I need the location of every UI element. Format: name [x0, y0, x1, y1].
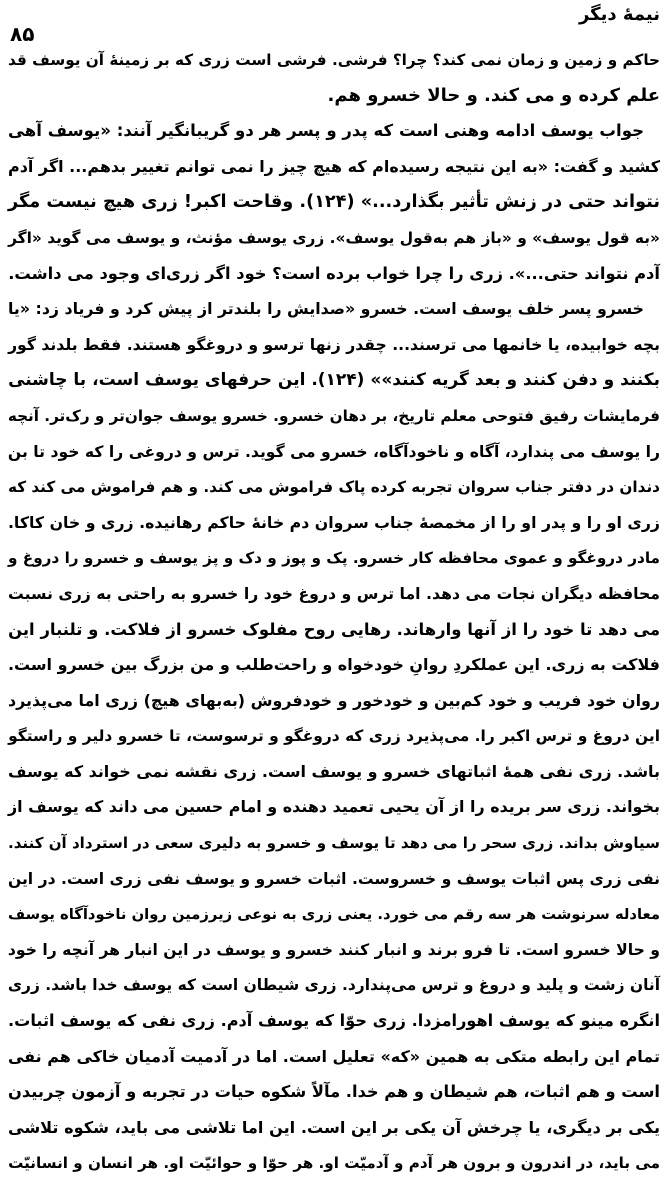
- text-line-content: «به قول یوسف» و «باز هم به‌قول یوسف». زری یوسف مؤنث، و یوسف می گوید «اگر: [8, 228, 660, 247]
- text-line-content: زری او را و پدر او را از مخمصهٔ جناب سروان دم خانهٔ حاکم رهانیده. زری و خان کاکا.: [7, 512, 660, 532]
- text-line-content: را یوسف می پندارد، آگاه و ناخودآگاه، خسرو می گوید. ترس و دروغی را که خود تا بن: [7, 442, 660, 461]
- text-line: [8, 469, 660, 505]
- text-line-content: است و هم اثبات، هم شیطان و هم خدا. مآلاً شکوه حیات در تجربه و آزمون چربیدن: [8, 1082, 660, 1102]
- text-line-content: باشد. زری نفی همهٔ اثباتهای خسرو و یوسف است. زری نقشه نمی خواند که یوسف: [8, 761, 660, 781]
- text-line: [8, 1110, 660, 1146]
- text-line-content: کشید و گفت: «به این نتیجه رسیده‌ام که هیچ چیز را نمی توانم تغییر بدهم... اگر آدم: [8, 156, 660, 176]
- text-line: [8, 647, 660, 683]
- text-line-content: روان خود فریب و خود کم‌بین و خودخور و خودفروش (به‌بهای هیچ) زری اما می‌پذیرد: [8, 690, 660, 710]
- text-line: [8, 1003, 660, 1039]
- text-line: [8, 291, 660, 327]
- text-line: [8, 932, 660, 968]
- text-line: [8, 1074, 660, 1110]
- text-line-content: علم کرده و می کند. و حالا خسرو هم.: [327, 84, 660, 106]
- text-line: [8, 754, 660, 790]
- text-line: [8, 505, 660, 541]
- text-line-content: جواب یوسف ادامه وهنی است که پدر و پسر هر دو گریبانگیر آنند: «یوسف آهی: [8, 121, 644, 141]
- text-line: [8, 1145, 660, 1181]
- text-line-content: آدم نتواند حتی...». زری را چرا خواب برده است؟ خود اگر زری‌ای وجود می داشت.: [8, 263, 660, 283]
- text-line-content: می باید، در اندرون و برون هر آدم و آدمیّت او. هر حوّا و حوائیّت او. هر انسان و انسانیّت: [8, 1154, 660, 1173]
- text-line: [8, 825, 660, 861]
- text-line-content: آنان زشت و پلید و دروغ و ترس می‌پندارد. زری شیطان است که یوسف خدا باشد. زری: [7, 976, 660, 995]
- text-line: [8, 398, 660, 434]
- text-line: [8, 184, 660, 220]
- text-line-content: نتواند حتی در زنش تأثیر بگذارد...» (۱۲۴). وقاحت اکبر! زری هیچ نیست مگر: [7, 192, 660, 213]
- text-line-content: بچه خوابیده، یا خانمها می ترسند... چقدر زنها ترسو و دروغگو هستند. فقط بلدند گور: [8, 334, 660, 354]
- text-line-content: دندان در دفتر جناب سروان تجربه کرده پاک فراموش می کند. و هم فراموش می کند که: [7, 478, 660, 497]
- text-line-content: تمام این رابطه متکی به همین «که» تعلیل است. اما در آدمیت آدمیان خاکی هم نفی: [8, 1046, 660, 1066]
- text-line: [8, 434, 660, 470]
- text-line-content: نفی زری پس اثبات یوسف و خسروست. اثبات خسرو و یوسف نفی زری است. در این: [7, 869, 660, 888]
- text-line-content: محافظه دیگران نجات می دهد. اما ترس و دروغ خود را خسرو به راحتی به زری نسبت: [7, 583, 660, 603]
- text-line: [8, 220, 660, 256]
- text-line-content: حاکم و زمین و زمان نمی کند؟ چرا؟ فرشی. فرشی است زری که بر زمینهٔ آن یوسف قد: [8, 51, 660, 69]
- text-line: [8, 540, 660, 576]
- text-line-content: می دهد تا خود را از آنها وارهاند. رهایی روح مفلوک خسرو از فلاکت. و تلنبار این: [8, 619, 660, 639]
- text-line-content: فلاکت به زری. این عملکردِ روانِ خودخواه و راحت‌طلب و من بزرگ بین خسرو است.: [7, 655, 660, 675]
- text-line: [8, 256, 660, 292]
- text-line-content: یکی بر دیگری، یا چرخش آن یکی بر این است. این اما تلاشی می باید، شکوه تلاشی: [8, 1117, 660, 1137]
- text-line-content: سیاوش بداند. زری سحر را می دهد تا یوسف و خسرو به دلیری سعی در استرداد آن کنند.: [8, 834, 660, 853]
- text-line-content: بکنند و دفن کنند و بعد گریه کنند»» (۱۲۴). این حرفهای یوسف است، با چاشنی: [8, 370, 660, 391]
- text-line-content: انگره مینو که یوسف اهورامزدا. زری حوّا که یوسف آدم. زری نفی که یوسف اثبات.: [8, 1011, 660, 1031]
- page-number: ۸۵: [10, 22, 35, 46]
- text-line: [8, 967, 660, 1003]
- text-line: [8, 576, 660, 612]
- text-line: [8, 683, 660, 719]
- text-line: [8, 1039, 660, 1075]
- text-line-content: معادله سرنوشت هر سه رقم می خورد. یعنی زری به نوعی زیرزمین روان ناخودآگاه یوسف: [8, 906, 660, 924]
- running-title: نیمهٔ دیگر: [578, 4, 660, 25]
- text-line-content: مادر دروغگو و عموی محافظه کار خسرو. پک و پوز و دک و پز یوسف و خسرو را دروغ و: [7, 549, 660, 568]
- text-line-content: خسرو پسر خلف یوسف است. خسرو «صدایش را بلندتر از پیش کرد و فریاد زد: «یا: [8, 299, 644, 319]
- body-text: [8, 42, 660, 1181]
- text-line: [8, 718, 660, 754]
- text-line-content: بخواند. زری سر بریده را از آن یحیی تعمید دهنده و امام حسین می داند که یوسف از: [7, 797, 660, 817]
- text-line: [8, 78, 660, 114]
- text-line-content: و حالا خسرو است. تا فرو برند و انبار کنند خسرو و یوسف در این انبار هر آنچه را خود: [7, 940, 660, 959]
- text-line: [8, 861, 660, 897]
- text-line: [8, 113, 660, 149]
- text-line-content: این دروغ و ترس اکبر را. می‌پذیرد زری که دروغگو و ترسوست، تا خسرو دلیر و راستگو: [8, 727, 660, 746]
- text-line: [8, 327, 660, 363]
- text-line: [8, 612, 660, 648]
- text-line-content: فرمایشات رفیق فتوحی معلم تاریخ، بر دهان خسرو. خسرو یوسف جوان‌تر و رک‌تر. آنچه: [7, 406, 660, 425]
- text-line: [8, 789, 660, 825]
- text-line: [8, 896, 660, 932]
- text-line: [8, 362, 660, 398]
- text-line: [8, 149, 660, 185]
- text-line: [8, 42, 660, 78]
